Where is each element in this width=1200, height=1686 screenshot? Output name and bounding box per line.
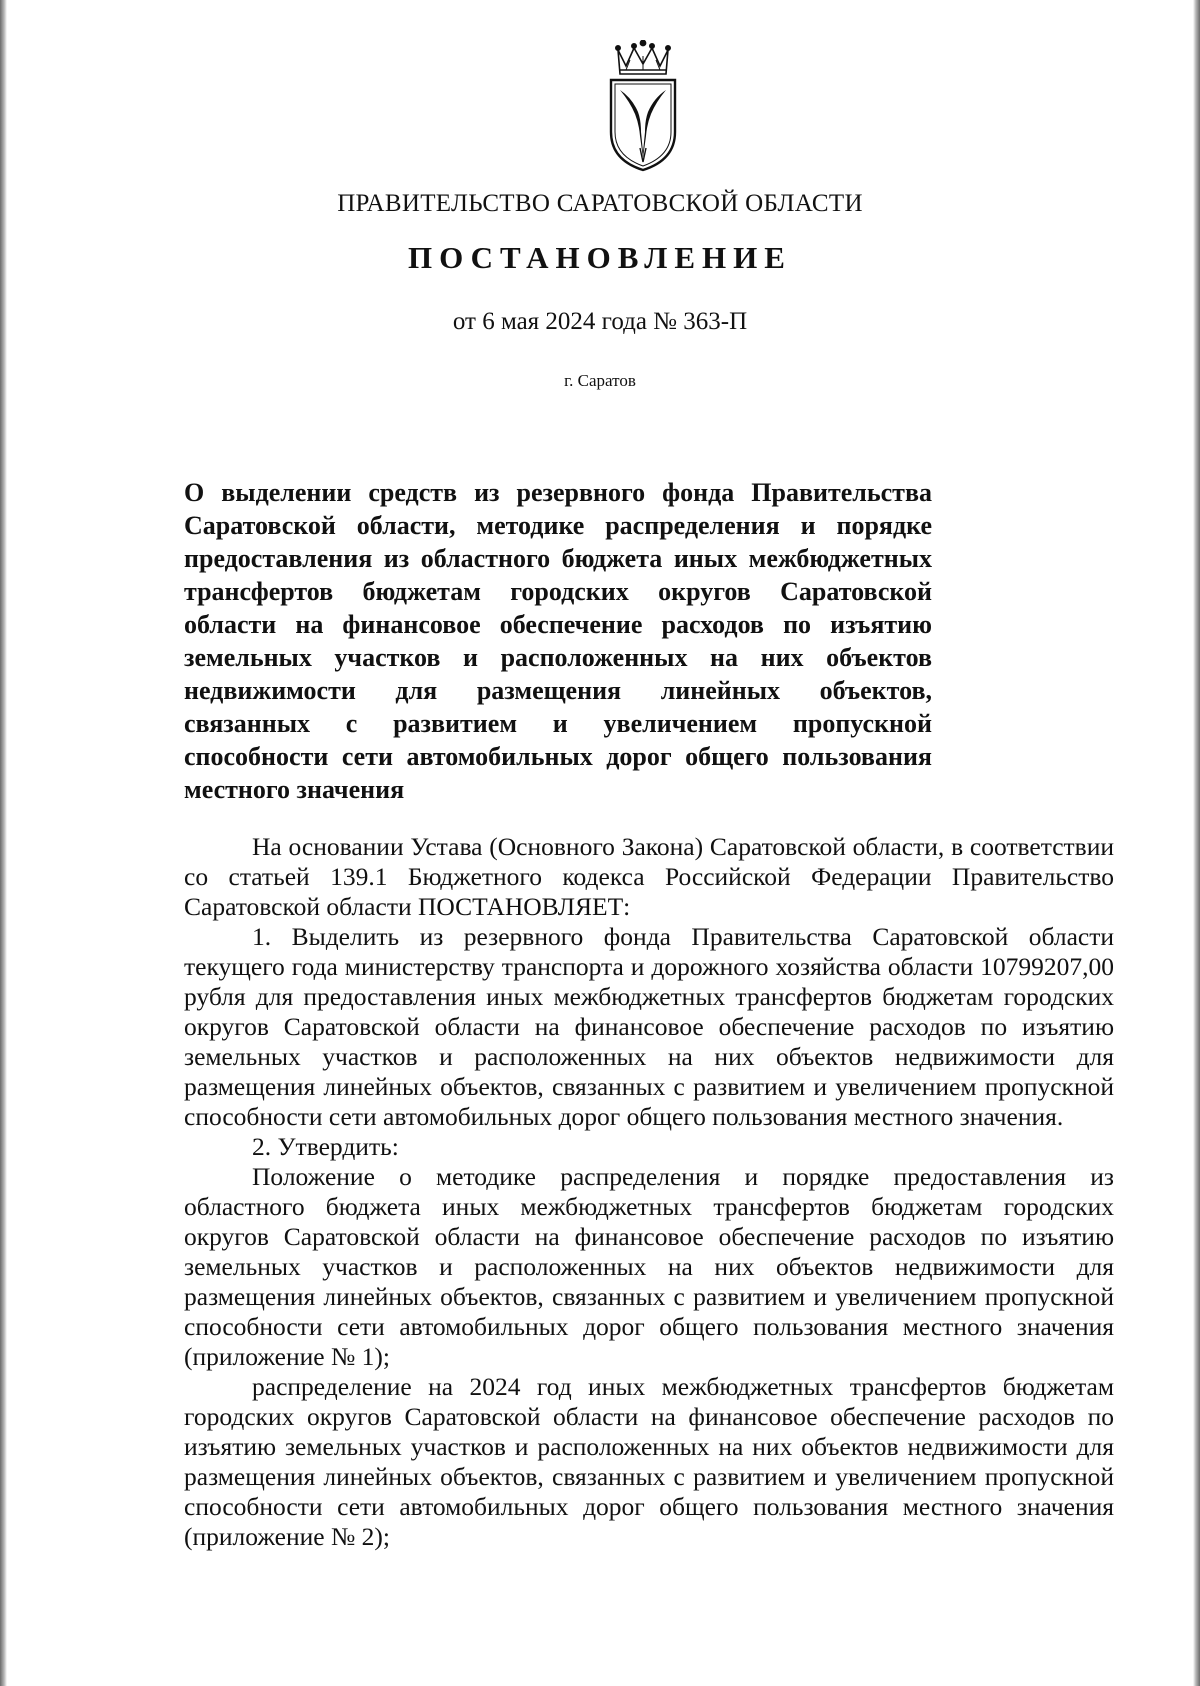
document-type-title: ПОСТАНОВЛЕНИЕ: [408, 240, 792, 275]
document-subject: О выделении средств из резервного фонда Правительства Саратовской области, методике распределения и порядке предоставления из областного бюджета иных межбюджетных трансфертов бюджетам городских округов Саратовской области на финансовое обеспечение расходов по изъятию земельных участков и расположенных на них объектов недвижимости для размещения линейных объектов, связанных с развитием и увеличением пропускной способности сети автомобильных дорог общего пользования местного значения: [184, 478, 932, 804]
preamble-paragraph: На основании Устава (Основного Закона) Саратовской области, в соответствии со статьей 139.1 Бюджетного кодекса Российской Федерации Правительство Саратовской области ПОСТАНОВЛЯЕТ:: [184, 832, 1114, 921]
item-2-paragraph: 2. Утвердить:: [252, 1132, 399, 1161]
item-1-paragraph: 1. Выделить из резервного фонда Правительства Саратовской области текущего года министерству транспорта и дорожного хозяйства области 10799207,00 рубля для предоставления иных межбюджетных трансфертов бюджетам городских округов Саратовской области на финансовое обеспечение расходов по изъятию земельных участков и расположенных на них объектов недвижимости для размещения линейных объектов, связанных с развитием и увеличением пропускной способности сети автомобильных дорог общего пользования местного значения.: [184, 922, 1114, 1131]
document-body: [184, 832, 1114, 1552]
document-city: г. Саратов: [564, 371, 636, 390]
item-2-a-paragraph: Положение о методике распределения и порядке предоставления из областного бюджета иных межбюджетных трансфертов бюджетам городских округов Саратовской области на финансовое обеспечение расходов по изъятию земельных участков и расположенных на них объектов недвижимости для размещения линейных объектов, связанных с развитием и увеличением пропускной способности сети автомобильных дорог общего пользования местного значения (приложение № 1);: [184, 1162, 1114, 1371]
issuing-authority: ПРАВИТЕЛЬСТВО САРАТОВСКОЙ ОБЛАСТИ: [337, 190, 863, 217]
document-date-number: от 6 мая 2024 года № 363-П: [452, 308, 748, 335]
item-2-b-paragraph: распределение на 2024 год иных межбюджетных трансфертов бюджетам городских округов Саратовской области на финансовое обеспечение расходов по изъятию земельных участков и расположенных на них объектов недвижимости для размещения линейных объектов, связанных с развитием и увеличением пропускной способности сети автомобильных дорог общего пользования местного значения (приложение № 2);: [184, 1372, 1114, 1551]
saratov-coat-of-arms-icon: [604, 40, 682, 172]
